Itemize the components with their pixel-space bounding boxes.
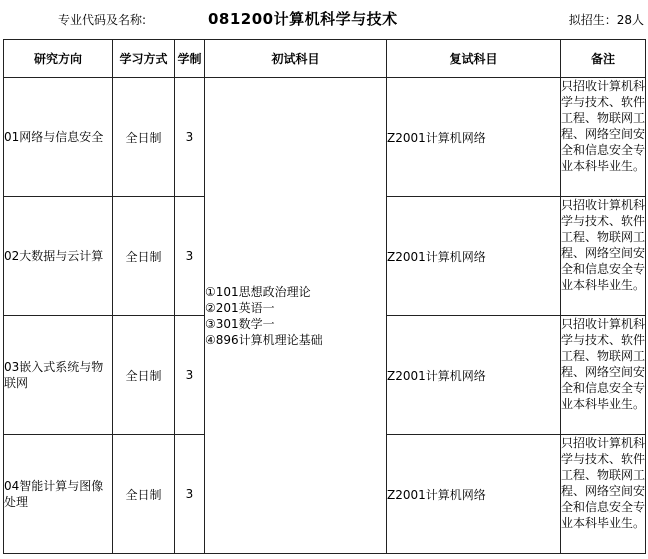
study-years: 3 (175, 197, 205, 316)
enrollment-quota: 拟招生：28人 (568, 13, 644, 27)
major-code-label: 专业代码及名称: (58, 13, 147, 27)
column-header-first-exam: 初试科目 (205, 40, 387, 78)
program-table (3, 39, 646, 554)
note: 只招收计算机科学与技术、软件工程、物联网工程、网络空间安全和信息安全专业本科毕业生。 (561, 78, 646, 197)
column-header-note: 备注 (561, 40, 646, 78)
study-mode: 全日制 (113, 435, 175, 554)
column-header-retest: 复试科目 (387, 40, 561, 78)
table-header-row (4, 40, 646, 78)
note: 只招收计算机科学与技术、软件工程、物联网工程、网络空间安全和信息安全专业本科毕业生。 (561, 316, 646, 435)
research-direction: 01网络与信息安全 (4, 78, 113, 197)
first-exam-subject: ③301数学一 (205, 316, 275, 331)
retest-subject: Z2001计算机网络 (387, 78, 561, 197)
study-years: 3 (175, 435, 205, 554)
first-exam-subject: ④896计算机理论基础 (205, 332, 323, 347)
first-exam-subject: ①101思想政治理论 (205, 284, 311, 299)
study-years: 3 (175, 316, 205, 435)
major-title: 081200计算机科学与技术 (208, 10, 398, 28)
column-header-direction: 研究方向 (4, 40, 113, 78)
first-exam-subject: ②201英语一 (205, 300, 275, 315)
column-header-mode: 学习方式 (113, 40, 175, 78)
research-direction: 03嵌入式系统与物联网 (4, 316, 113, 435)
page-header (0, 0, 648, 38)
retest-subject: Z2001计算机网络 (387, 197, 561, 316)
retest-subject: Z2001计算机网络 (387, 435, 561, 554)
study-mode: 全日制 (113, 78, 175, 197)
note: 只招收计算机科学与技术、软件工程、物联网工程、网络空间安全和信息安全专业本科毕业生。 (561, 197, 646, 316)
study-years: 3 (175, 78, 205, 197)
column-header-years: 学制 (175, 40, 205, 78)
table-row (4, 78, 646, 197)
study-mode: 全日制 (113, 316, 175, 435)
first-exam-subjects (205, 78, 387, 554)
research-direction: 04智能计算与图像处理 (4, 435, 113, 554)
research-direction: 02大数据与云计算 (4, 197, 113, 316)
note: 只招收计算机科学与技术、软件工程、物联网工程、网络空间安全和信息安全专业本科毕业生。 (561, 435, 646, 554)
study-mode: 全日制 (113, 197, 175, 316)
retest-subject: Z2001计算机网络 (387, 316, 561, 435)
